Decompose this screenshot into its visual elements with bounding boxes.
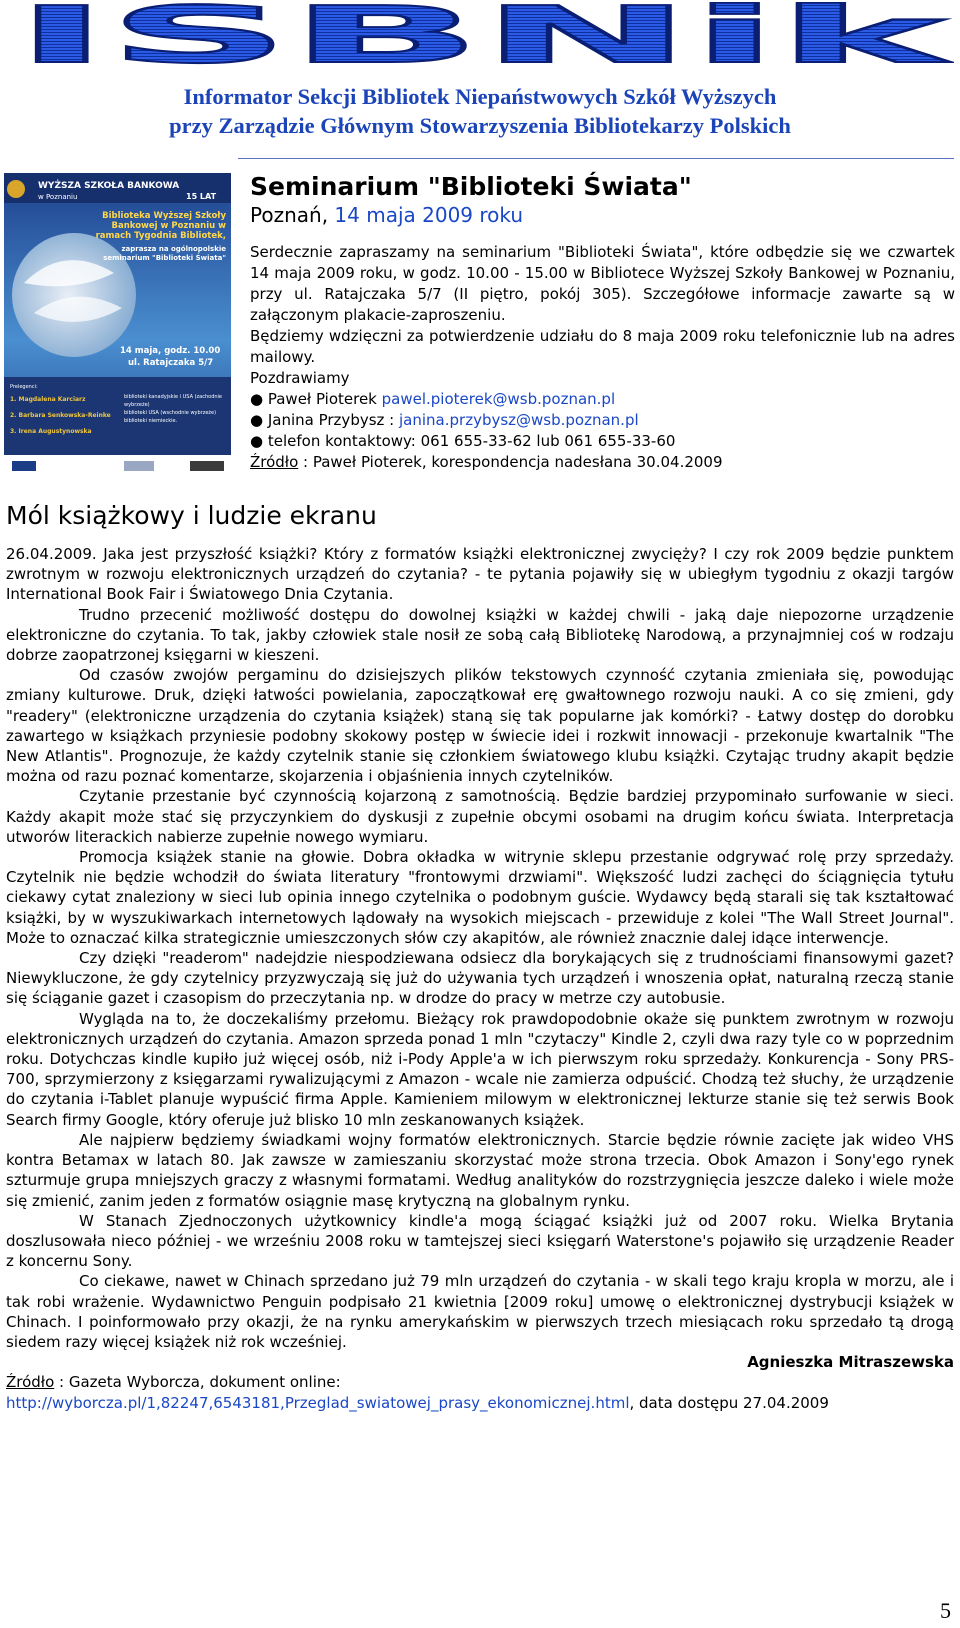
article-paragraph: Promocja książek stanie na głowie. Dobra okładka w witrynie sklepu przestanie odgrywać rolę przy sprzedaży. Czytelnik nie będzie wchodził do świata literatury "frontowymi drzwiami". Większość ludzi zachęci do ściągnięcia tytułu ciekawy cytat znaleziony w sieci lub opinia innego czytelnika o podobnym guście. Wydawcy będą starali się tak kształtować książki, by w wyszukiwarkach internetowych lądowały na wysokich miejscach - przewiduje z kolei "The Wall Street Journal". Może to oznaczać kilka strategicznie umieszczonych słów czy akapitów, ale również znacznie dalej idące interwencje.	[6, 848, 954, 947]
poster-date: 14 maja, godz. 10.00	[120, 346, 221, 356]
contact-email-link[interactable]: pawel.pioterek@wsb.poznan.pl	[381, 390, 616, 408]
poster-headline: Biblioteka Wyższej Szkoły Bankowej w Poznaniu w ramach Tygodnia Bibliotek,	[95, 211, 226, 241]
poster-badge: 15 LAT	[186, 192, 217, 201]
article-paragraph: W Stanach Zjednoczonych użytkownicy kindle'a mogą ściągać książki już od 2007 roku. Wielka Brytania doszlusowała nieco później - we wrześniu 2008 roku w tamtejszej sieci księgarń Waterstone's pojawiło się urządzenie Reader z koncernu Sony.	[6, 1211, 954, 1271]
contact-phone: ● telefon kontaktowy: 061 655-33-62 lub 061 655-33-60	[250, 432, 676, 450]
seminar-poster-image	[4, 173, 231, 477]
poster-place: ul. Ratajczaka 5/7	[128, 358, 214, 368]
poster-topic: biblioteki niemieckie.	[124, 418, 178, 424]
source-label: Źródło	[6, 1373, 55, 1392]
source-text: : Gazeta Wyborcza, dokument online:	[54, 1373, 341, 1392]
source-label: Źródło	[250, 453, 299, 471]
poster-speaker: 3. Irena Augustynowska	[10, 428, 92, 435]
seminar-paragraph: Będziemy wdzięczni za potwierdzenie udziału do 8 maja 2009 roku telefonicznie lub na adres mailowy.	[250, 327, 955, 366]
seminar-greeting: Pozdrawiamy	[250, 369, 350, 387]
source-text: : Paweł Pioterek, korespondencja nadesłana 30.04.2009	[298, 453, 723, 471]
contact-item	[250, 389, 955, 410]
poster-speaker: 2. Barbara Senkowska-Reinke	[10, 412, 111, 419]
article-paragraph: Co ciekawe, nawet w Chinach sprzedano już 79 mln urządzeń do czytania - w skali tego kraju kropla w morzu, ale i tak robi wrażenie. Wydawnictwo Penguin podpisało 21 kwietnia [2009 roku] umowę o elektronicznej dystrybucji książek w Chinach. I poinformowało przy okazji, że na rynku amerykańskim w pierwszych trzech miesiącach roku sprzedało tą drogą siedem razy więcej książek niż rok wcześniej.	[6, 1272, 954, 1351]
article-author: Agnieszka Mitraszewska	[747, 1353, 954, 1372]
poster-brand: WYŻSZA SZKOŁA BANKOWA	[38, 181, 180, 191]
article-source-link-line	[6, 1393, 954, 1413]
seminar-announcement	[250, 172, 955, 473]
publication-header	[0, 82, 960, 140]
page-number: 5	[940, 1598, 951, 1623]
header-line-2: przy Zarządzie Głównym Stowarzyszenia Bibliotekarzy Polskich	[169, 113, 791, 138]
seminar-city: Poznań,	[250, 203, 335, 227]
poster-program-label: Prelegenci:	[10, 384, 38, 390]
poster-topics	[124, 393, 228, 425]
article-body	[6, 544, 954, 1413]
seminar-paragraph: Serdecznie zapraszamy na seminarium "Biblioteki Świata", które odbędzie się we czwartek 14 maja 2009 roku, w godz. 10.00 - 15.00 w Bibliotece Wyższej Szkoły Bankowej w Poznaniu, przy ul. Ratajczaka 5/7 (II piętro, pokój 305). Szczegółowe informacje zawarte są w załączonym plakacie-zaproszeniu.	[250, 243, 955, 324]
article-paragraph: Czytanie przestanie być czynnością kojarzoną z samotnością. Będzie bardziej przypominało surfowanie w sieci. Każdy akapit może stać się przyczynkiem do dyskusji z zupełnie obcymi osobami na drugim końcu świata. Interpretacja utworów literackich nabierze zupełnie nowego wymiaru.	[6, 787, 954, 846]
source-access-date: , data dostępu 27.04.2009	[629, 1393, 829, 1412]
poster-speaker: 1. Magdalena Karciarz	[10, 396, 86, 403]
contact-name: ● Janina Przybysz :	[250, 411, 399, 429]
article-paragraph: 26.04.2009. Jaka jest przyszłość książki? Który z formatów książki elektronicznej zwycięży? I czy rok 2009 będzie punktem zwrotnym w rozwoju elektronicznych urządzeń do czytania? - te pytania pojawiły się w ubiegłym tygodniu z okazji targów International Book Fair i Światowego Dnia Czytania.	[6, 545, 954, 604]
source-url-link[interactable]: http://wyborcza.pl/1,82247,6543181,Przeglad_swiatowej_prasy_ekonomicznej.html	[6, 1393, 630, 1412]
article-paragraph: Ale najpierw będziemy świadkami wojny formatów elektronicznych. Starcie będzie równie zacięte jak wideo VHS kontra Betamax w latach 80. Jak zawsze w zamieszaniu skorzystać może strona trzecia. Obok Amazon i Sony'ego rynek szturmuje grupa mniejszych graczy z własnymi formatami. Według analityków do rozstrzygnięcia jeszcze daleko i wiele może się zmienić, zanim jeden z formatów osiągnie masę krytyczną na globalnym rynku.	[6, 1130, 954, 1210]
contact-name: ● Paweł Pioterek	[250, 390, 382, 408]
poster-topic: biblioteki kanadyjskie i USA (zachodnie wybrzeże)	[124, 394, 223, 408]
article-title: Mól książkowy i ludzie ekranu	[6, 501, 377, 530]
seminar-subtitle	[250, 202, 955, 228]
seminar-date: 14 maja 2009 roku	[334, 203, 524, 227]
seminar-source	[250, 452, 955, 473]
header-divider	[238, 158, 954, 159]
contact-email-link[interactable]: janina.przybysz@wsb.poznan.pl	[399, 411, 639, 429]
seminar-title: Seminarium "Biblioteki Świata"	[250, 172, 692, 201]
article-paragraph: Czy dzięki "readerom" nadejdzie niespodziewana odsiecz dla borykających się z trudnościami finansowymi gazet? Niewykluczone, że gdy czytelnicy przyzwyczają się już do używania tych urządzeń i wnoszenia opłat, naturalną rzeczą stanie się ściąganie gazet i czasopism do przeczytania np. w drodze do pracy w metrze czy autobusie.	[6, 949, 954, 1008]
contact-item	[250, 410, 955, 431]
header-line-1: Informator Sekcji Bibliotek Niepaństwowych Szkół Wyższych	[183, 84, 777, 109]
poster-topic: biblioteki USA (wschodnie wybrzeże)	[124, 410, 217, 416]
article-source	[6, 1372, 954, 1392]
article-paragraph: Trudno przecenić możliwość dostępu do dowolnej książki w każdej chwili - jaką daje niepozorne urządzenie elektroniczne do czytania. To tak, jakby człowiek stale nosił ze sobą całą Bibliotekę Narodową, a przynajmniej coś w rodzaju dobrze zaopatrzonej księgarni w kieszeni.	[6, 605, 954, 665]
masthead-logo	[6, 2, 954, 68]
article-paragraph: Od czasów zwojów pergaminu do dzisiejszych plików tekstowych czynność czytania zmieniała się, powodując zmiany kulturowe. Druk, dzięki łatwości powielania, zapoczątkował erę gwałtownego rozwoju nauki. A co się zmieni, gdy "readery" (elektroniczne urządzenia do czytania książek) staną się tak popularne jak komórki? - Łatwy dostęp do dorobku zawartego w książkach przyniesie podobny skokowy postęp w świecie idei i rozkwit innowacji - przekonuje kwartalnik "The New Atlantis". Prognozuje, że każdy czytelnik stanie się członkiem światowego klubu książki. Czytając trudny akapit będzie można od razu poznać komentarze, skojarzenia i objaśnienia innych czytelników.	[6, 666, 954, 786]
poster-invite: zaprasza na ogólnopolskie seminarium "Biblioteki Świata"	[103, 245, 226, 262]
logo-text: ISBNik	[15, 2, 952, 68]
poster-city: w Poznaniu	[38, 193, 78, 201]
article-paragraph: Wygląda na to, że doczekaliśmy przełomu. Bieżący rok prawdopodobnie okaże się punktem zwrotnym w rozwoju elektronicznych urządzeń do czytania. Amazon sprzeda ponad 1 mln "czytaczy" Kindle 2, czyli dwa razy tyle co w poprzednim roku. Dotychczas kindle kupiło już więcej osób, niż i-Pody Apple'a w ich pierwszym roku sprzedaży. Konkurencja - Sony PRS-700, sprzymierzony z księgarzami rywalizującymi z Amazon - wcale nie zamierza odpuścić. Chodzą też słuchy, że urządzenie do czytania i-Tablet planuje wypuścić firma Apple. Kamieniem milowym w elektronicznej lekturze stanie się też serwis Book Search firmy Google, który oferuje już blisko 10 mln zeskanowanych książek.	[6, 1009, 954, 1129]
